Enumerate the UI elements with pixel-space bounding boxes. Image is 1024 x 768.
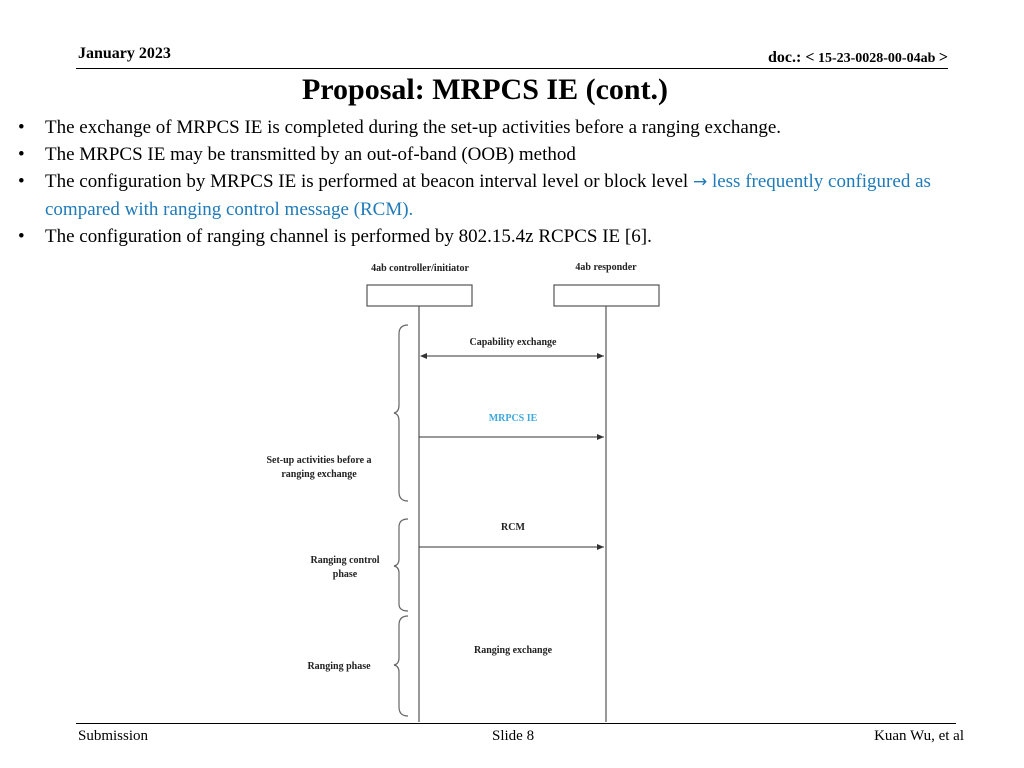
control-brace (394, 519, 408, 611)
msg-ranging-label: Ranging exchange (473, 645, 553, 656)
bullet-text: The MRPCS IE may be transmitted by an out-of-band (OOB) method (45, 144, 576, 165)
setup-brace (394, 325, 408, 501)
phase-setup-label-line2: ranging exchange (281, 469, 357, 480)
doc-number: 15-23-0028-00-04ab (814, 51, 939, 66)
footer-divider (76, 723, 956, 724)
phase-control-label-line1: Ranging control (310, 555, 380, 566)
bullet-text: The exchange of MRPCS IE is completed during the set-up activities before a ranging exchange. (45, 117, 782, 138)
bullet-text: The configuration by MRPCS IE is performed at beacon interval level or block level (45, 171, 693, 192)
bullet-marker: • (18, 226, 25, 247)
initiator-label: 4ab controller/initiator (371, 263, 469, 274)
doc-gt: > (938, 49, 948, 66)
phase-ranging-label: Ranging phase (307, 661, 371, 672)
msg-capability-label: Capability exchange (469, 337, 557, 348)
doc-label: doc.: (767, 49, 806, 66)
msg-rcm-label: RCM (501, 522, 525, 533)
slide-title: Proposal: MRPCS IE (cont.) (301, 73, 669, 106)
msg-mrpcs-label: MRPCS IE (488, 413, 538, 424)
responder-label: 4ab responder (575, 262, 637, 273)
phase-control-label-line2: phase (332, 569, 358, 580)
bullet-text: The configuration of ranging channel is performed by 802.15.4z RCPCS IE [6]. (45, 226, 652, 247)
responder-box (554, 285, 659, 306)
phase-setup-label-line1: Set-up activities before a (266, 455, 372, 466)
header-date: January 2023 (78, 45, 171, 62)
bullet-marker: • (18, 117, 25, 138)
footer-author: Kuan Wu, et al (874, 728, 964, 744)
footer-submission: Submission (78, 728, 149, 744)
bullet-marker: • (18, 171, 25, 192)
bullet-highlight: less frequently configured as compared with ranging control message (RCM). (45, 171, 931, 220)
ranging-brace (394, 616, 408, 716)
initiator-box (367, 285, 472, 306)
footer-slide-number: Slide 8 (492, 728, 535, 744)
bullet-marker: • (18, 144, 25, 165)
right-arrow-icon: → (692, 172, 708, 192)
doc-lt: < (805, 49, 815, 66)
